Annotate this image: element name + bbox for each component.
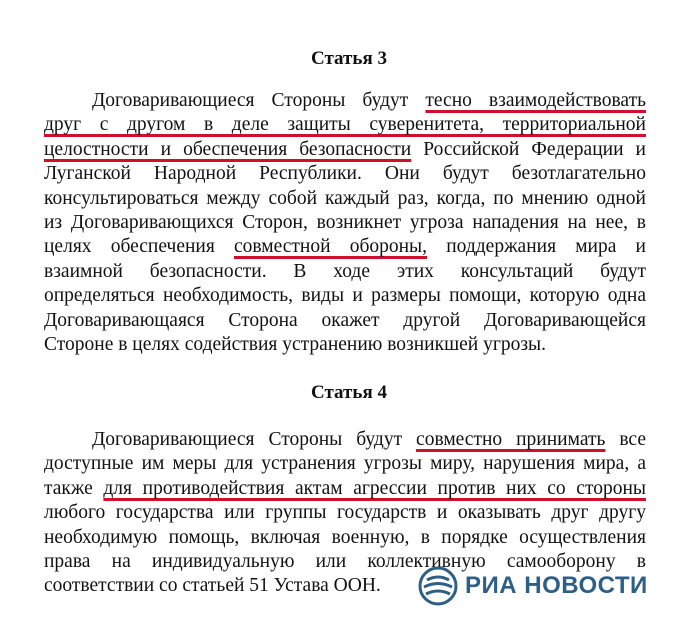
- text-span: определяться необходимость, виды и размеры помощи, которую одна: [44, 285, 646, 307]
- text-span: необходимую помощь, включая военную, в порядке осуществления: [44, 526, 646, 548]
- text-span: консультироваться между собой каждый раз, когда, по мнению одной: [44, 187, 646, 209]
- text-span: Договаривающиеся Стороны будут: [92, 429, 417, 450]
- underlined-phrase: совместно принимать: [416, 429, 606, 450]
- underlined-phrase: совместной обороны,: [233, 236, 428, 258]
- watermark-text: РИА НОВОСТИ: [465, 572, 648, 599]
- text-line: [44, 211, 646, 235]
- text-span: Договаривающиеся Стороны будут: [92, 90, 426, 111]
- text-line: [44, 162, 646, 186]
- text-line: [44, 477, 646, 501]
- underlined-phrase: для противодействия актам агрессии против них со стороны: [103, 477, 646, 499]
- ria-novosti-watermark: [418, 566, 648, 606]
- article-4-heading: Статья 4: [311, 382, 387, 403]
- underlined-phrase: целостности и обеспечения безопасности: [44, 138, 412, 160]
- text-line: [44, 113, 646, 137]
- text-span: Луганской Народной Республики. Они будут безотлагательно: [44, 163, 646, 185]
- text-span: также: [44, 477, 104, 499]
- text-span: Договаривающаяся Сторона окажет другой Договаривающейся: [44, 309, 646, 331]
- text-line: [44, 284, 646, 308]
- text-line: [44, 235, 646, 259]
- text-span: все: [605, 429, 646, 450]
- text-line: [44, 309, 646, 333]
- ria-globe-icon: [418, 566, 458, 606]
- text-line: [44, 501, 646, 525]
- text-span: целях обеспечения: [44, 236, 234, 258]
- text-line: [92, 89, 646, 113]
- text-line: [44, 187, 646, 211]
- text-span: доступные им меры для устранения угрозы миру, нарушения мира, а: [44, 453, 646, 475]
- text-span: соответствии со статьей 51 Устава ООН.: [44, 575, 381, 597]
- text-line: [44, 452, 646, 476]
- text-line: [44, 526, 646, 550]
- underlined-phrase: тесно взаимодействовать: [425, 90, 646, 111]
- text-line: [44, 333, 646, 357]
- text-span: из Договаривающихся Сторон, возникнет угроза нападения на нее, в: [44, 212, 646, 233]
- text-span: поддержания мира и: [427, 236, 646, 258]
- text-span: Российской Федерации и: [411, 138, 646, 160]
- underlined-phrase: друг с другом в деле защиты суверенитета, территориальной: [44, 114, 646, 136]
- text-line: [44, 138, 646, 162]
- article-3-heading: Статья 3: [311, 48, 387, 69]
- text-line: [92, 428, 646, 452]
- text-span: права на индивидуальную или коллективную самооборону в: [44, 551, 646, 572]
- text-span: Стороне в целях содействия устранению возникшей угрозы.: [44, 334, 547, 355]
- text-span: взаимной безопасности. В ходе этих консультаций будут: [44, 260, 646, 282]
- text-span: любого государства или группы государств и оказывать друг другу: [44, 502, 646, 524]
- text-line: [44, 260, 646, 284]
